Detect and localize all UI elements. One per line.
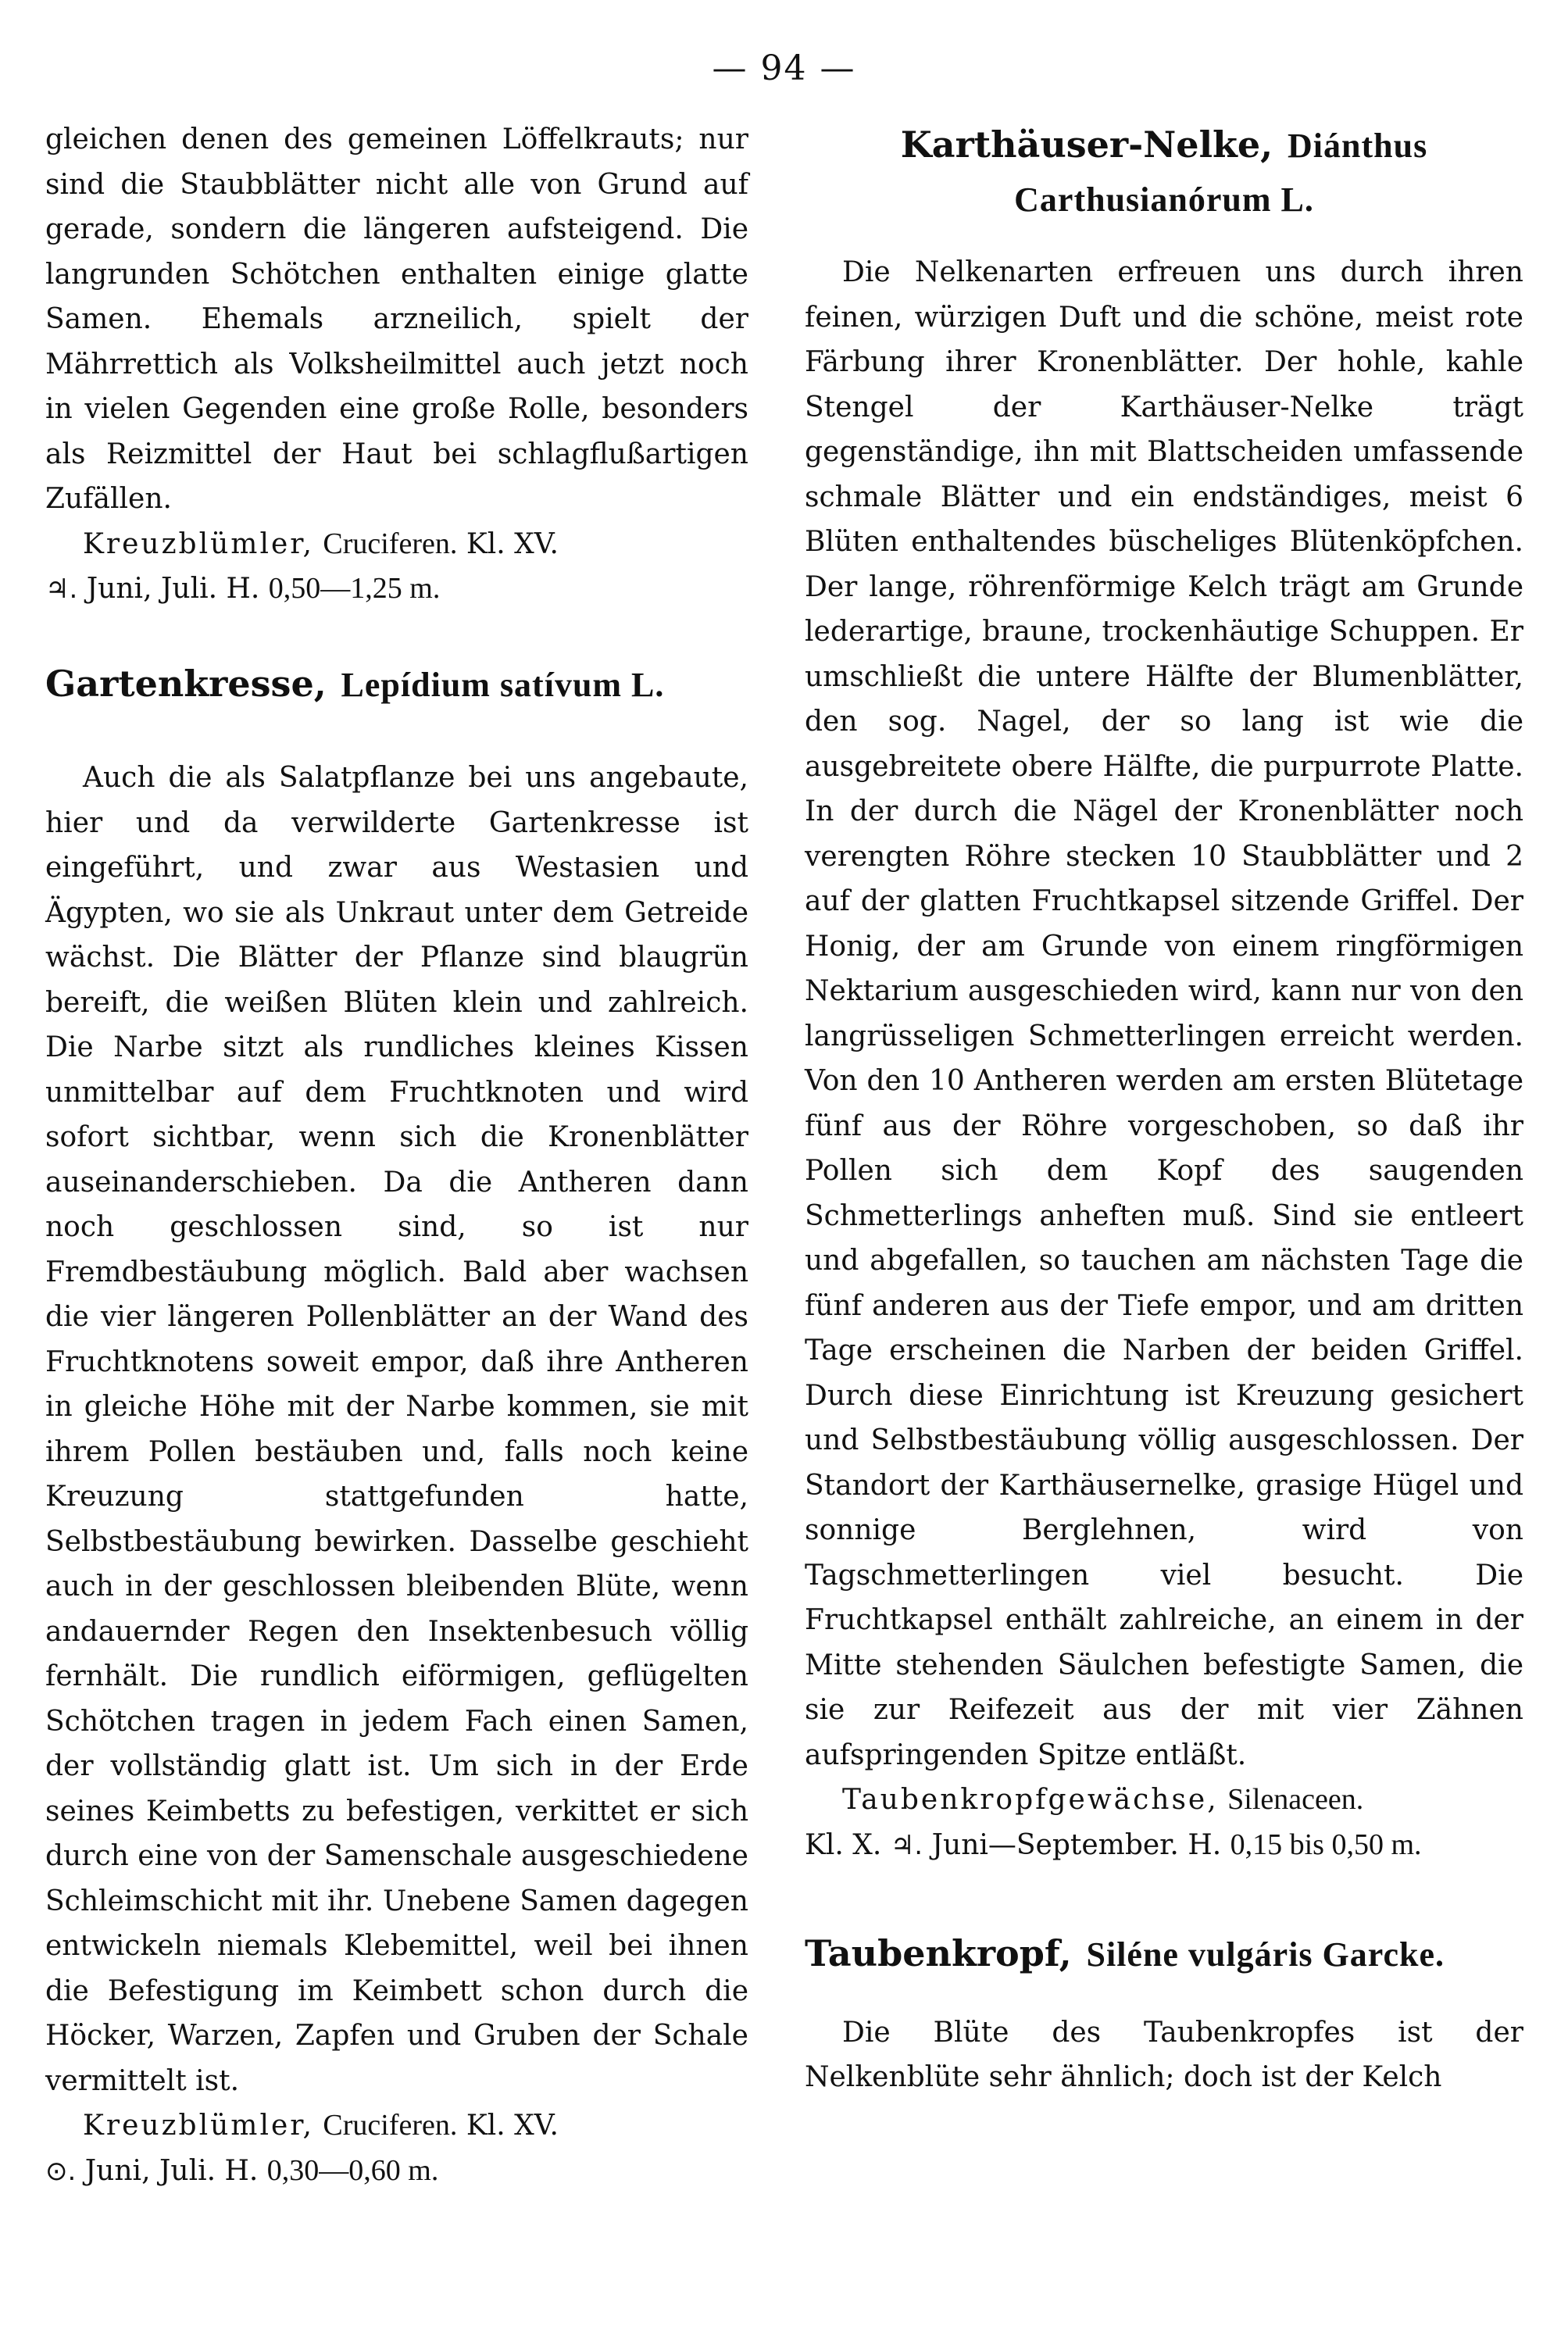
taxonomy-line xyxy=(45,522,748,613)
continued-paragraph: gleichen denen des gemeinen Löffelkrauts; nur sind die Staubblätter nicht alle von Grund auf gerade, sondern die längeren aufsteigend. Die langrunden Schötchen enthalten einige glatte Samen. Ehemals arzneilich, spielt der Mährrettich als Volksheilmittel auch jetzt noch in vielen Gegenden eine große Rolle, besonders als Reizmittel der Haut bei schlagflußartigen Zufällen. xyxy=(45,123,748,515)
entry-body: Auch die als Salatpflanze bei uns angebaute, hier und da verwilderte Gartenkresse ist eingeführt, und zwar aus Westasien und Ägypten, wo sie als Unkraut unter dem Getreide wächst. Die Blätter der Pflanze sind blaugrün bereift, die weißen Blüten klein und zahlreich. Die Narbe sitzt als rundliches kleines Kissen unmittelbar auf dem Fruchtknoten und wird sofort sichtbar, wenn sich die Kronenblätter auseinanderschieben. Da die Antheren dann noch geschlossen sind, so ist nur Fremdbestäubung möglich. Bald aber wachsen die vier längeren Pollenblätter an der Wand des Fruchtknotens soweit empor, daß ihre Antheren in gleiche Höhe mit der Narbe kommen, sie mit ihrem Pollen bestäuben und, falls noch keine Kreuzung stattgefunden hatte, Selbstbestäubung bewirken. Dasselbe geschieht auch in der geschlossen bleibenden Blüte, wenn andauernder Regen den Insektenbesuch völlig fernhält. Die rundlich eiförmigen, geflügelten Schötchen tragen in jedem Fach einen Samen, der vollständig glatt ist. Um sich in der Erde seines Keimbetts zu befestigen, verkittet er sich durch eine von der Samenschale ausgeschiedene Schleimschicht mit ihr. Unebene Samen dagegen entwickeln niemals Klebemittel, weil bei ihnen die Befestigung im Keimbett schon durch die Höcker, Warzen, Zapfen und Gruben der Schale vermittelt ist. xyxy=(45,762,748,2097)
height-range: 0,50—1,25 m. xyxy=(268,572,441,605)
left-column xyxy=(45,117,748,2194)
linnaean-class: Kl. XV. xyxy=(466,527,559,560)
flowering-time: Juni, Juli. xyxy=(86,573,218,605)
entry-name: Taubenkropf, xyxy=(805,1932,1072,1974)
height-symbol: H. xyxy=(224,2154,259,2187)
entry-latin-species: Carthusianórum L. xyxy=(1014,180,1314,219)
right-column xyxy=(805,117,1523,2100)
entry-name: Gartenkresse, xyxy=(45,662,327,705)
perennial-symbol: ♃. xyxy=(45,573,78,605)
entry-latin-name: Lepídium satívum L. xyxy=(341,665,665,704)
flowering-time: Juni—September. xyxy=(931,1828,1179,1861)
linnaean-class: Kl. X. xyxy=(805,1828,882,1861)
entry-body: Die Blüte des Taubenkropfes ist der Nelkenblüte sehr ähnlich; doch ist der Kelch xyxy=(805,2016,1523,2093)
entry-body: Die Nelkenarten erfreuen uns durch ihren feinen, würzigen Duft und die schöne, meist rote Färbung ihrer Kronenblätter. Der hohle, kahle Stengel der Karthäuser-Nelke trägt gegenständige, ihn mit Blattscheiden umfassende schmale Blätter und ein endständiges, meist 6 Blüten enthaltendes büscheliges Blütenköpfchen. Der lange, röhrenförmige Kelch trägt am Grunde lederartige, braune, trockenhäutige Schuppen. Er umschließt die untere Hälfte der Blumenblätter, den sog. Nagel, der so lang ist wie die ausgebreitete obere Hälfte, die purpurrote Platte. In der durch die Nägel der Kronenblätter noch verengten Röhre stecken 10 Staubblätter und 2 auf der glatten Fruchtkapsel sitzende Griffel. Der Honig, der am Grunde von einem ringförmigen Nektarium ausgeschieden wird, kann nur von den langrüsseligen Schmetterlingen erreicht werden. Von den 10 Antheren werden am ersten Blütetage fünf aus der Röhre vorgeschoben, so daß ihr Pollen sich dem Kopf des saugenden Schmetterlings anheften muß. Sind sie entleert und abgefallen, so tauchen am nächsten Tage die fünf anderen aus der Tiefe empor, und am dritten Tage erscheinen die Narben der beiden Griffel. Durch diese Einrichtung ist Kreuzung gesichert und Selbstbestäubung völlig ausgeschlossen. Der Standort der Karthäusernelke, grasige Hügel und sonnige Berglehnen, wird von Tagschmetterlingen viel besucht. Die Fruchtkapsel enthält zahlreiche, an einem in der Mitte stehenden Säulchen befestigte Samen, die sie zur Reifezeit aus der mit vier Zähnen aufspringenden Spitze entläßt. xyxy=(805,256,1523,1771)
perennial-symbol: ♃. xyxy=(890,1829,923,1861)
entry-latin-name: Siléne vulgáris Garcke. xyxy=(1086,1935,1445,1974)
height-range: 0,30—0,60 m. xyxy=(266,2153,439,2187)
page-number: — 94 — xyxy=(712,48,856,88)
entry-heading-gartenkresse xyxy=(45,659,748,708)
family-latin: Cruciferen. xyxy=(323,2109,458,2142)
entry-heading-karthaeuser-nelke xyxy=(805,117,1523,225)
height-range: 0,15 bis 0,50 m. xyxy=(1230,1828,1422,1861)
family-german: Taubenkropfgewächse, xyxy=(842,1784,1219,1816)
linnaean-class: Kl. XV. xyxy=(466,2110,559,2142)
family-german: Kreuzblümler, xyxy=(83,2110,314,2142)
entry-latin-genus: Diánthus xyxy=(1288,127,1428,165)
entry-name: Karthäuser-Nelke, xyxy=(900,123,1273,166)
family-latin: Silenaceen. xyxy=(1227,1783,1364,1816)
family-latin: Cruciferen. xyxy=(323,527,458,560)
family-german: Kreuzblümler, xyxy=(83,527,314,560)
annual-symbol: ⊙. xyxy=(45,2155,77,2187)
height-symbol: H. xyxy=(226,573,260,605)
flowering-time: Juni, Juli. xyxy=(84,2154,216,2187)
entry-heading-taubenkropf xyxy=(805,1929,1523,1978)
taxonomy-line xyxy=(45,2103,748,2194)
height-symbol: H. xyxy=(1188,1828,1222,1861)
taxonomy-line xyxy=(805,1778,1523,1868)
